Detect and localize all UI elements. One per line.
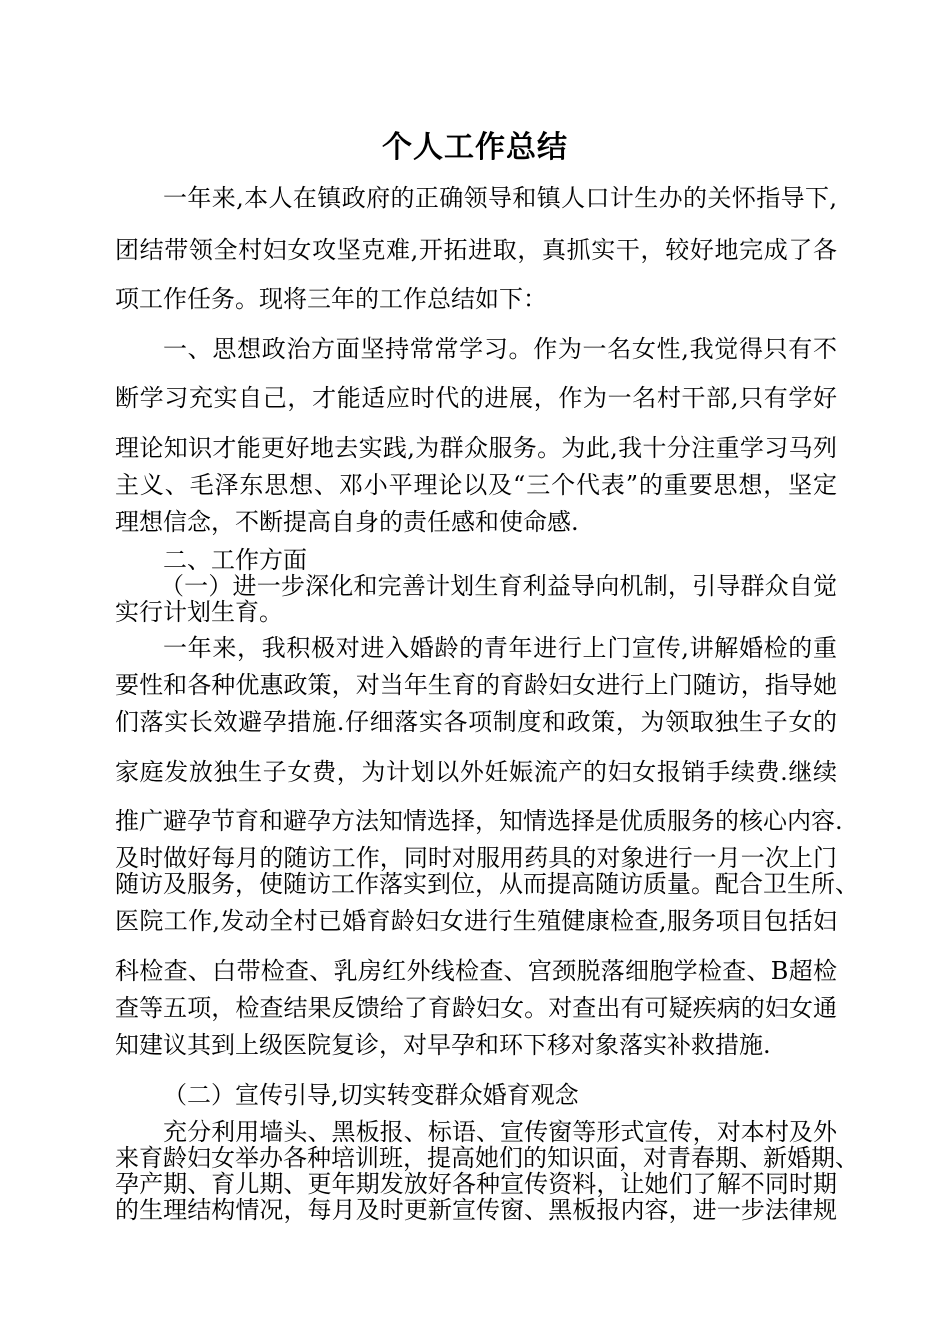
paragraph-line: 们落实长效避孕措施.仔细落实各项制度和政策，为领取独生子女的 (115, 708, 837, 736)
paragraph-line: 来育龄妇女举办各种培训班，提高她们的知识面，对青春期、新婚期、 (115, 1144, 859, 1172)
paragraph-line: 知建议其到上级医院复诊，对早孕和环下移对象落实补救措施. (115, 1031, 771, 1059)
paragraph-line: 一年来,本人在镇政府的正确领导和镇人口计生办的关怀指导下, (163, 184, 837, 212)
paragraph-line: 断学习充实自己，才能适应时代的进展，作为一名村干部,只有学好 (115, 384, 837, 412)
paragraph-line: 理想信念，不断提高自身的责任感和使命感. (115, 508, 579, 536)
paragraph-line: 家庭发放独生子女费，为计划以外妊娠流产的妇女报销手续费.继续 (115, 758, 837, 786)
paragraph-line: 理论知识才能更好地去实践,为群众服务。为此,我十分注重学习马列 (115, 434, 837, 462)
paragraph-line: 科检查、白带检查、乳房红外线检查、宫颈脱落细胞学检查、B超检 (115, 957, 837, 985)
paragraph-line: 一年来，我积极对进入婚龄的青年进行上门宣传,讲解婚检的重 (163, 634, 837, 662)
subsection-heading: 实行计划生育。 (115, 598, 283, 626)
paragraph-line: 团结带领全村妇女攻坚克难,开拓进取，真抓实干，较好地完成了各 (115, 236, 837, 264)
paragraph-line: 的生理结构情况，每月及时更新宣传窗、黑板报内容，进一步法律规 (115, 1196, 837, 1224)
paragraph-line: 推广避孕节育和避孕方法知情选择，知情选择是优质服务的核心内容. (115, 807, 843, 835)
paragraph-line: 要性和各种优惠政策，对当年生育的育龄妇女进行上门随访，指导她 (115, 671, 837, 699)
paragraph-line: 一、思想政治方面坚持常常学习。作为一名女性,我觉得只有不 (163, 335, 837, 363)
paragraph-line: 及时做好每月的随访工作，同时对服用药具的对象进行一月一次上门 (115, 844, 837, 872)
section-heading: 二、工作方面 (163, 546, 307, 574)
paragraph-line: 随访及服务，使随访工作落实到位，从而提高随访质量。配合卫生所、 (115, 870, 859, 898)
paragraph-line: 项工作任务。现将三年的工作总结如下： (115, 285, 547, 313)
paragraph-line: 主义、毛泽东思想、邓小平理论以及“三个代表”的重要思想，坚定 (115, 471, 837, 499)
paragraph-line: 查等五项，检查结果反馈给了育龄妇女。对查出有可疑疾病的妇女通 (115, 994, 837, 1022)
paragraph-line: 医院工作,发动全村已婚育龄妇女进行生殖健康检查,服务项目包括妇 (115, 907, 837, 935)
document-title: 个人工作总结 (382, 130, 568, 165)
subsection-heading: （一）进一步深化和完善计划生育利益导向机制，引导群众自觉 (160, 572, 837, 600)
subsection-heading: （二）宣传引导,切实转变群众婚育观念 (163, 1081, 579, 1109)
paragraph-line: 充分利用墙头、黑板报、标语、宣传窗等形式宣传，对本村及外 (163, 1118, 837, 1146)
paragraph-line: 孕产期、育儿期、更年期发放好各种宣传资料，让她们了解不同时期 (115, 1170, 837, 1198)
